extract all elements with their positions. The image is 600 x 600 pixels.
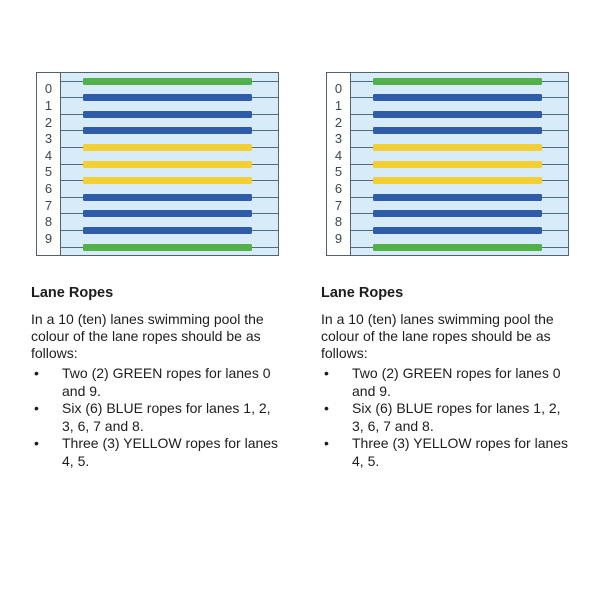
lane-rope-green xyxy=(373,244,542,251)
lane-number: 5 xyxy=(44,164,53,180)
lane-number: 3 xyxy=(334,131,343,147)
lane-rope-yellow xyxy=(373,144,542,151)
list-item-text: Three (3) YELLOW ropes for lanes 4, 5. xyxy=(352,435,569,469)
lane-rope-blue xyxy=(373,94,542,101)
lane-number: 0 xyxy=(44,81,53,97)
lane-number: 3 xyxy=(44,131,53,147)
list-item-text: Two (2) GREEN ropes for lanes 0 and 9. xyxy=(352,365,561,399)
lane-rope-yellow xyxy=(83,177,252,184)
rules-list xyxy=(321,365,573,470)
lane-number: 6 xyxy=(44,180,53,196)
intro-paragraph: In a 10 (ten) lanes swimming pool the colour of the lane ropes should be as follows: xyxy=(31,311,264,361)
lane-rope-blue xyxy=(83,94,252,101)
lane-number: 0 xyxy=(334,81,343,97)
list-item-text: Three (3) YELLOW ropes for lanes 4, 5. xyxy=(62,435,279,469)
lane-number: 8 xyxy=(44,214,53,230)
lane-number: 8 xyxy=(334,214,343,230)
lane-rope-yellow xyxy=(373,161,542,168)
swimming-pool-diagram xyxy=(36,72,279,256)
lane-rope-green xyxy=(373,78,542,85)
list-item-green-ropes xyxy=(321,365,573,400)
lane-number: 1 xyxy=(334,97,343,113)
lane-number: 1 xyxy=(44,97,53,113)
lane-ropes-text-block xyxy=(321,285,573,470)
section-heading: Lane Ropes xyxy=(321,285,404,301)
panel-left xyxy=(31,72,283,469)
lane-number: 7 xyxy=(334,197,343,213)
lane-number: 9 xyxy=(44,230,53,246)
list-item-yellow-ropes xyxy=(321,435,573,470)
lane-rope-blue xyxy=(83,127,252,134)
lane-number: 9 xyxy=(334,230,343,246)
lane-rope-blue xyxy=(83,194,252,201)
bullet-glyph: • xyxy=(34,365,39,381)
lane-number: 2 xyxy=(334,114,343,130)
lane-number-column xyxy=(327,73,351,255)
lane-rope-blue xyxy=(83,227,252,234)
lane-rope-green xyxy=(83,244,252,251)
lane-rope-green xyxy=(83,78,252,85)
lane-number: 2 xyxy=(44,114,53,130)
bullet-glyph: • xyxy=(324,400,329,416)
lane-rope-blue xyxy=(373,210,542,217)
lane-number: 5 xyxy=(334,164,343,180)
list-item-text: Two (2) GREEN ropes for lanes 0 and 9. xyxy=(62,365,271,399)
bullet-glyph: • xyxy=(34,400,39,416)
list-item-blue-ropes xyxy=(31,400,283,435)
lane-rope-blue xyxy=(83,111,252,118)
list-item-text: Six (6) BLUE ropes for lanes 1, 2, 3, 6, 7 and 8. xyxy=(352,400,561,434)
lane-rope-blue xyxy=(373,111,542,118)
list-item-text: Six (6) BLUE ropes for lanes 1, 2, 3, 6, 7 and 8. xyxy=(62,400,271,434)
bullet-glyph: • xyxy=(34,435,39,451)
bullet-glyph: • xyxy=(324,365,329,381)
panel-right xyxy=(321,72,573,469)
lane-rope-yellow xyxy=(83,144,252,151)
lane-rope-blue xyxy=(373,194,542,201)
bullet-glyph: • xyxy=(324,435,329,451)
lane-number: 7 xyxy=(44,197,53,213)
lane-ropes-text-block xyxy=(31,285,283,470)
list-item-blue-ropes xyxy=(321,400,573,435)
list-item-green-ropes xyxy=(31,365,283,400)
lane-number: 6 xyxy=(334,180,343,196)
lane-rope-blue xyxy=(373,227,542,234)
intro-paragraph: In a 10 (ten) lanes swimming pool the colour of the lane ropes should be as follows: xyxy=(321,311,554,361)
rules-list xyxy=(31,365,283,470)
swimming-pool-diagram xyxy=(326,72,569,256)
lane-number: 4 xyxy=(44,147,53,163)
lane-rope-yellow xyxy=(83,161,252,168)
lane-rope-yellow xyxy=(373,177,542,184)
lane-number: 4 xyxy=(334,147,343,163)
lane-number-column xyxy=(37,73,61,255)
lane-rope-blue xyxy=(373,127,542,134)
list-item-yellow-ropes xyxy=(31,435,283,470)
lane-rope-blue xyxy=(83,210,252,217)
section-heading: Lane Ropes xyxy=(31,285,114,301)
